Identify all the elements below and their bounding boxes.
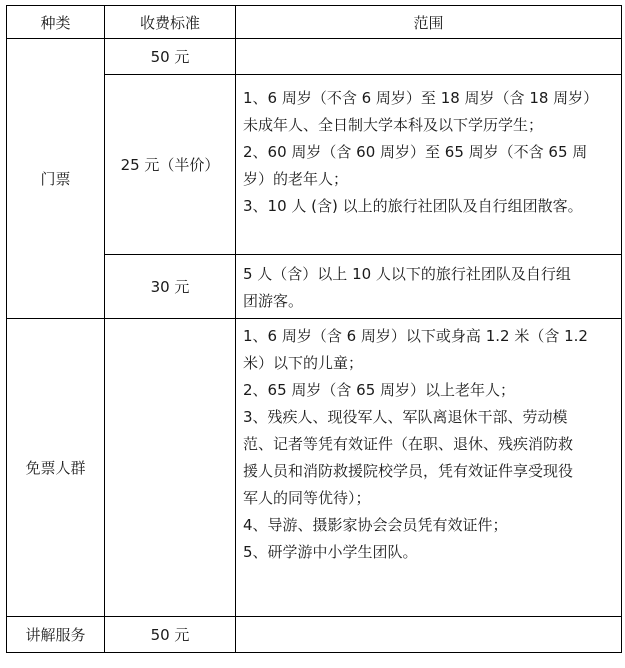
guide-scope	[236, 617, 622, 653]
scope-line: 岁）的老年人；	[243, 170, 349, 188]
header-scope: 范围	[236, 6, 622, 39]
guide-category-cell: 讲解服务	[7, 617, 105, 653]
scope-line: 2、65 周岁（含 65 周岁）以上老年人；	[243, 381, 516, 399]
full-price-scope	[236, 39, 622, 75]
group-price-scope	[236, 255, 622, 319]
scope-line: 团游客。	[243, 292, 304, 310]
scope-line: 范、记者等凭有效证件（在职、退休、残疾消防救	[243, 435, 574, 453]
scope-line: 未成年人、全日制大学本科及以下学历学生；	[243, 116, 544, 134]
scope-line: 1、6 周岁（含 6 周岁）以下或身高 1.2 米（含 1.2	[243, 327, 588, 345]
scope-line: 4、导游、摄影家协会会员凭有效证件；	[243, 516, 508, 534]
table-row	[7, 319, 622, 617]
free-fee	[105, 319, 236, 617]
scope-line: 3、10 人 (含) 以上的旅行社团队及自行组团散客。	[243, 197, 583, 215]
scope-line: 援人员和消防救援院校学员，凭有效证件享受现役	[243, 462, 574, 480]
group-price-fee: 30 元	[105, 255, 236, 319]
table-row	[7, 617, 622, 653]
fee-table	[6, 5, 622, 653]
full-price-fee: 50 元	[105, 39, 236, 75]
free-scope	[236, 319, 622, 617]
scope-line: 5、研学游中小学生团队。	[243, 543, 418, 561]
header-fee: 收费标准	[105, 6, 236, 39]
ticket-category-cell: 门票	[7, 39, 105, 319]
scope-line: 1、6 周岁（不含 6 周岁）至 18 周岁（含 18 周岁）	[243, 89, 599, 107]
free-category-cell: 免票人群	[7, 319, 105, 617]
half-price-scope	[236, 75, 622, 255]
table-row	[7, 39, 622, 75]
scope-line: 军人的同等优待）；	[243, 489, 371, 507]
header-category: 种类	[7, 6, 105, 39]
scope-line: 5 人（含）以上 10 人以下的旅行社团队及自行组	[243, 265, 571, 283]
scope-line: 3、残疾人、现役军人、军队离退休干部、劳动模	[243, 408, 568, 426]
scope-line: 2、60 周岁（含 60 周岁）至 65 周岁（不含 65 周	[243, 143, 588, 161]
half-price-fee: 25 元（半价）	[105, 75, 236, 255]
header-row	[7, 6, 622, 39]
guide-fee: 50 元	[105, 617, 236, 653]
scope-line: 米）以下的儿童；	[243, 354, 364, 372]
